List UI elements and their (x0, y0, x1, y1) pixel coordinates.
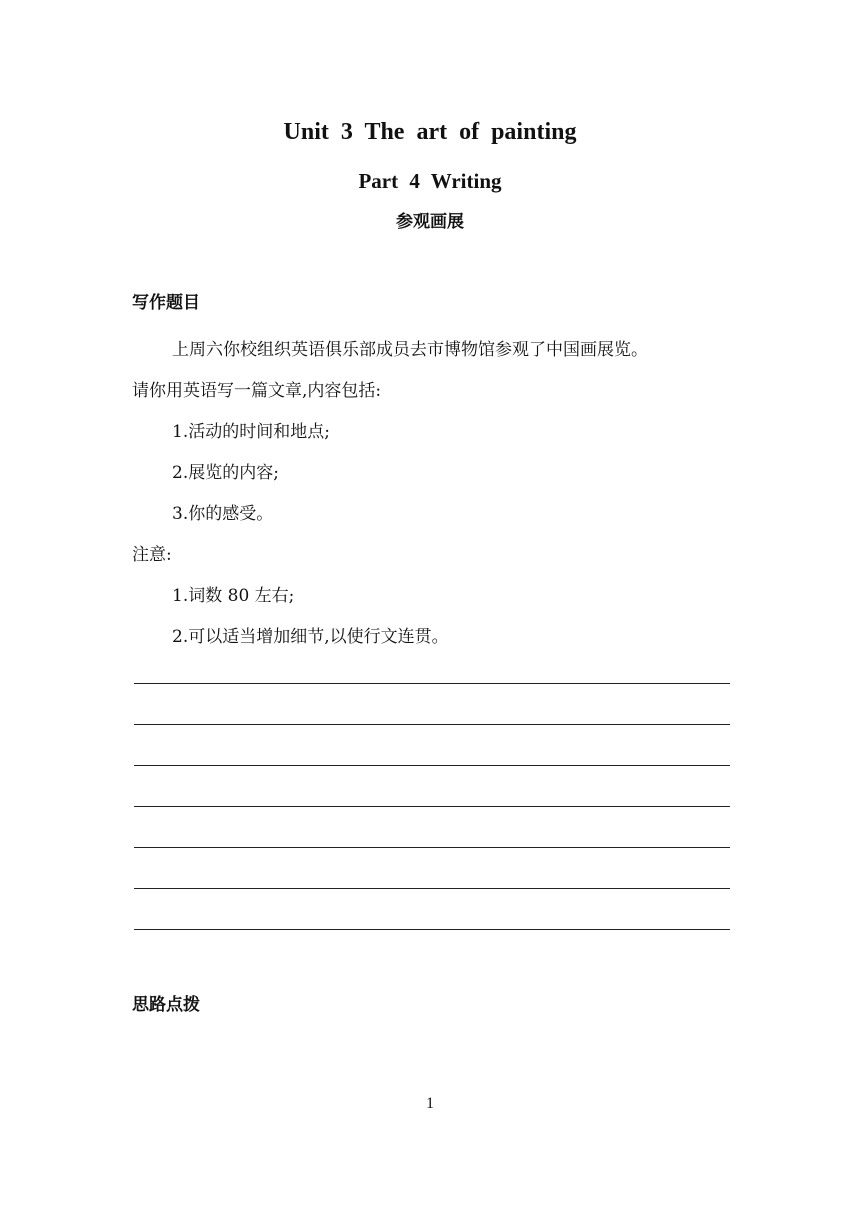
answer-line[interactable] (134, 765, 730, 766)
notes-label: 注意: (132, 545, 172, 565)
answer-line[interactable] (134, 888, 730, 889)
topic-heading: 参观画展 (396, 212, 464, 232)
note-item: 1.词数 80 左右; (172, 586, 295, 606)
writing-prompt (132, 330, 732, 658)
answer-line[interactable] (134, 683, 730, 684)
part-subtitle: Part 4 Writing (358, 169, 502, 193)
answer-line[interactable] (134, 847, 730, 848)
note-item: 2.可以适当增加细节,以使行文连贯。 (172, 627, 449, 647)
prompt-intro-line2: 请你用英语写一篇文章,内容包括: (132, 381, 382, 401)
writing-task-heading: 写作题目 (132, 293, 200, 313)
answer-line[interactable] (134, 724, 730, 725)
requirement-item: 3.你的感受。 (172, 504, 274, 524)
requirement-item: 2.展览的内容; (172, 463, 279, 483)
answer-lines[interactable] (134, 683, 730, 970)
page-number: 1 (426, 1095, 434, 1112)
unit-title: Unit 3 The art of painting (283, 119, 577, 145)
requirement-item: 1.活动的时间和地点; (172, 422, 330, 442)
hint-heading: 思路点拨 (132, 995, 200, 1015)
prompt-intro-line1: 上周六你校组织英语俱乐部成员去市博物馆参观了中国画展览。 (172, 340, 648, 360)
answer-line[interactable] (134, 929, 730, 930)
answer-line[interactable] (134, 806, 730, 807)
